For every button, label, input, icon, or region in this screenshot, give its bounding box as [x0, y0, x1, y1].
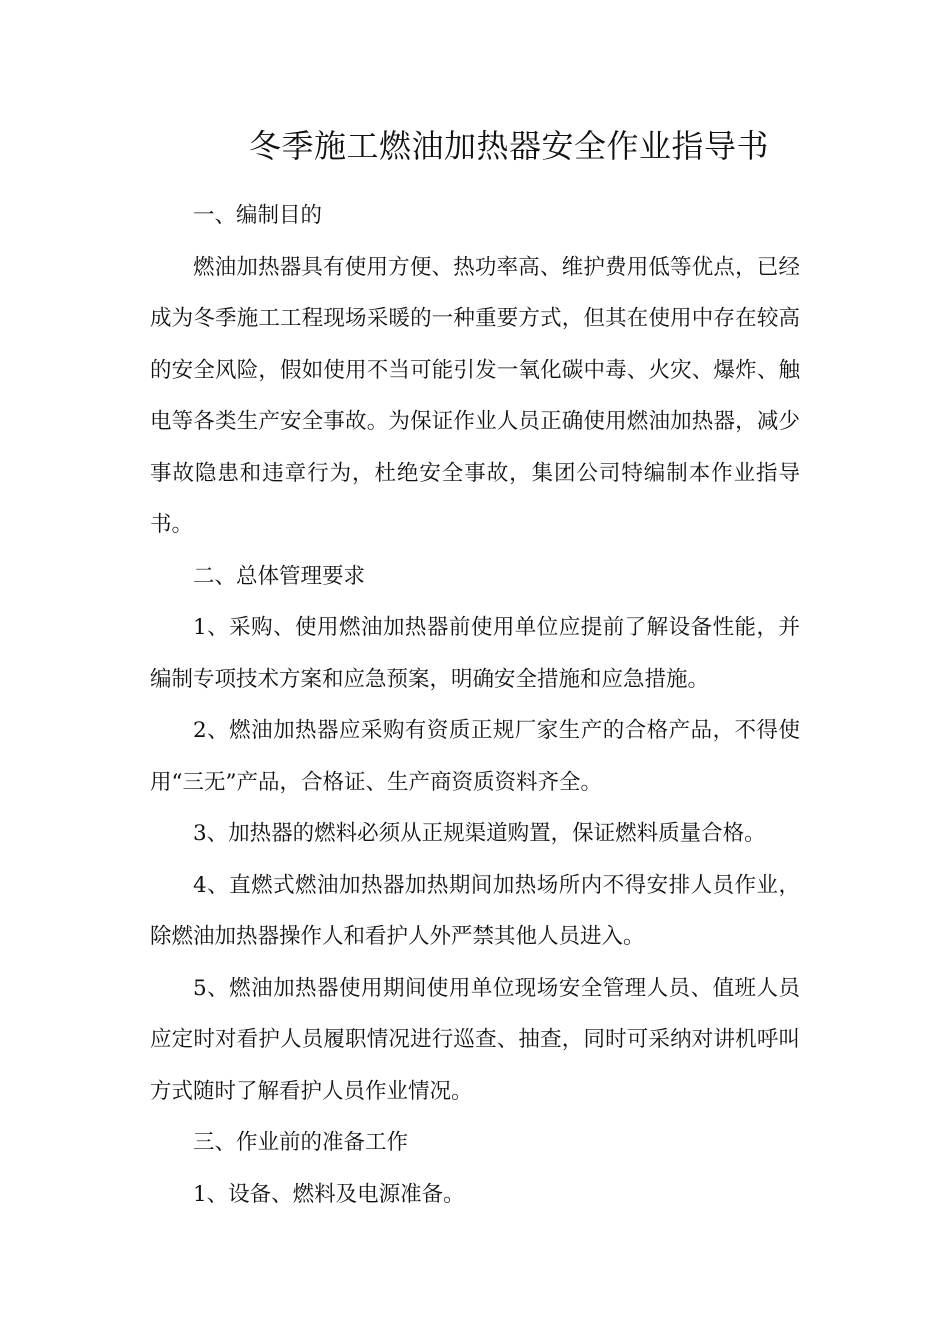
preparation-item-1: 1、设备、燃料及电源准备。	[193, 1181, 465, 1207]
section-heading-purpose: 一、编制目的	[193, 203, 323, 228]
paragraph-purpose: 燃油加热器具有使用方便、热功率高、维护费用低等优点，已经成为冬季施工工程现场采暖的一种重要方式，但其在使用中存在较高的安全风险，假如使用不当可能引发一氧化碳中毒、火灾、爆炸、触电等各类生产安全事故。为保证作业人员正确使用燃油加热器，减少事故隐患和违章行为，杜绝安全事故，集团公司特编制本作业指导书。	[150, 254, 800, 537]
requirement-item-1: 1、采购、使用燃油加热器前使用单位应提前了解设备性能，并编制专项技术方案和应急预案，明确安全措施和应急措施。	[150, 615, 800, 692]
document-title: 冬季施工燃油加热器安全作业指导书	[248, 127, 769, 165]
section-heading-requirements: 二、总体管理要求	[193, 563, 366, 589]
document-body	[150, 190, 800, 1220]
section-heading-preparation: 三、作业前的准备工作	[193, 1130, 409, 1155]
requirement-item-5: 5、燃油加热器使用期间使用单位现场安全管理人员、值班人员应定时对看护人员履职情况进行巡查、抽查，同时可采纳对讲机呼叫方式随时了解看护人员作业情况。	[150, 975, 800, 1104]
requirement-item-2: 2、燃油加热器应采购有资质正规厂家生产的合格产品，不得使用“三无”产品，合格证、生产商资质资料齐全。	[150, 718, 800, 795]
requirement-item-4: 4、直燃式燃油加热器加热期间加热场所内不得安排人员作业，除燃油加热器操作人和看护人外严禁其他人员进入。	[150, 872, 800, 949]
requirement-item-3: 3、加热器的燃料必须从正规渠道购置，保证燃料质量合格。	[193, 821, 766, 846]
